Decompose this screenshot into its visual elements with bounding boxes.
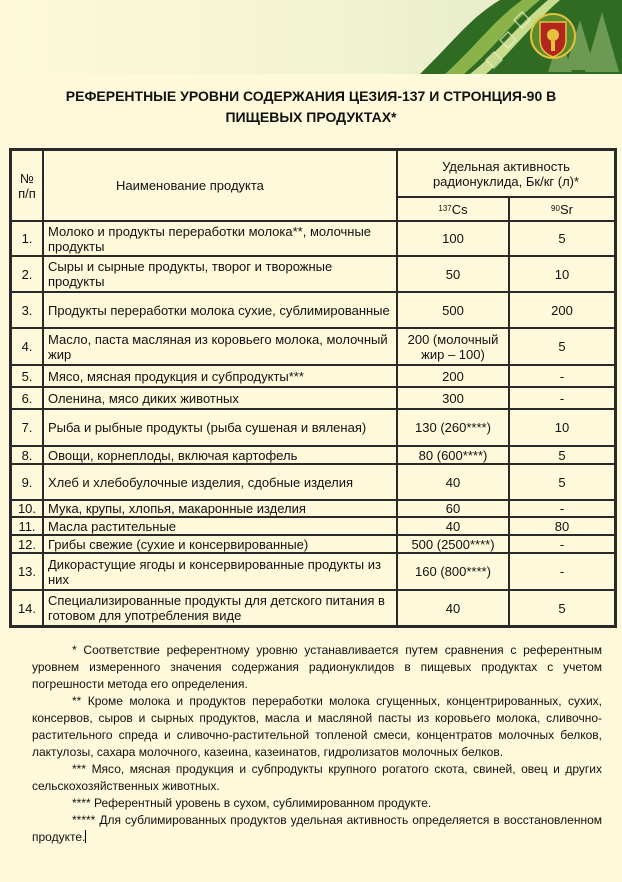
table-row: [11, 535, 615, 553]
cs-value: 300: [397, 387, 509, 409]
row-number: 4.: [11, 328, 43, 365]
cs-value: 50: [397, 256, 509, 292]
row-number: 2.: [11, 256, 43, 292]
table-row: [11, 365, 615, 387]
header-cs137: [397, 197, 509, 221]
cs-value: 500 (2500****): [397, 535, 509, 553]
footnote-5-text: ***** Для сублимированных продуктов удельная активность определяется в восстановленном продукте.: [32, 813, 602, 844]
product-name: Молоко и продукты переработки молока**, молочные продукты: [43, 221, 397, 256]
sr-value: 5: [509, 221, 615, 256]
cs-value: 200: [397, 365, 509, 387]
cs-value: 80 (600****): [397, 446, 509, 464]
table-row: [11, 517, 615, 535]
row-number: 11.: [11, 517, 43, 535]
title-line-2: ПИЩЕВЫХ ПРОДУКТАХ*: [225, 109, 397, 125]
text-cursor: [85, 830, 86, 843]
header-product-name: Наименование продукта: [43, 150, 397, 221]
sr-value: 10: [509, 409, 615, 446]
table-row: [11, 590, 615, 626]
product-name: Овощи, корнеплоды, включая картофель: [43, 446, 397, 464]
page-title: [20, 86, 602, 128]
table-row: [11, 221, 615, 256]
product-name: Грибы свежие (сухие и консервированные): [43, 535, 397, 553]
cs-value: 130 (260****): [397, 409, 509, 446]
table-row: [11, 387, 615, 409]
cs-value: 40: [397, 590, 509, 626]
row-number: 8.: [11, 446, 43, 464]
sr-value: -: [509, 500, 615, 517]
product-name: Специализированные продукты для детского питания в готовом для употребления виде: [43, 590, 397, 626]
header-banner: [0, 0, 622, 74]
cs-mass-number: 137: [438, 203, 452, 213]
table-row: [11, 446, 615, 464]
cs-symbol: Cs: [451, 201, 468, 217]
title-line-1: РЕФЕРЕНТНЫЕ УРОВНИ СОДЕРЖАНИЯ ЦЕЗИЯ-137 И СТРОНЦИЯ-90 В: [65, 88, 557, 104]
reference-levels-table: [9, 148, 617, 628]
sr-symbol: Sr: [559, 201, 573, 217]
row-number: 9.: [11, 464, 43, 500]
table-row: [11, 500, 615, 517]
product-name: Сыры и сырные продукты, творог и творожные продукты: [43, 256, 397, 292]
sr-mass-number: 90: [551, 203, 560, 213]
row-number: 12.: [11, 535, 43, 553]
cs-value: 500: [397, 292, 509, 328]
table-row: [11, 328, 615, 365]
product-name: Оленина, мясо диких животных: [43, 387, 397, 409]
header-specific-activity: Удельная активность радионуклида, Бк/кг (л)*: [397, 150, 615, 197]
product-name: Мясо, мясная продукция и субпродукты***: [43, 365, 397, 387]
sr-value: 5: [509, 464, 615, 500]
product-name: Хлеб и хлебобулочные изделия, сдобные изделия: [43, 464, 397, 500]
table-row: [11, 409, 615, 446]
row-number: 14.: [11, 590, 43, 626]
table-row: [11, 292, 615, 328]
cs-value: 100: [397, 221, 509, 256]
table-row: [11, 256, 615, 292]
sr-value: 5: [509, 446, 615, 464]
product-name: Мука, крупы, хлопья, макаронные изделия: [43, 500, 397, 517]
product-name: Продукты переработки молока сухие, сублимированные: [43, 292, 397, 328]
footnote-1: * Соответствие референтному уровню устанавливается путем сравнения с референтным уровнем измеренного значения содержания радионуклидов в пищевых продуктах с учетом погрешности метода его определения.: [32, 643, 602, 691]
row-number: 1.: [11, 221, 43, 256]
product-name: Масла растительные: [43, 517, 397, 535]
sr-value: 5: [509, 328, 615, 365]
cs-value: 60: [397, 500, 509, 517]
row-number: 10.: [11, 500, 43, 517]
header-number: № п/п: [11, 150, 43, 221]
row-number: 7.: [11, 409, 43, 446]
sr-value: 5: [509, 590, 615, 626]
sr-value: 200: [509, 292, 615, 328]
product-name: Рыба и рыбные продукты (рыба сушеная и вяленая): [43, 409, 397, 446]
row-number: 3.: [11, 292, 43, 328]
cs-value: 40: [397, 517, 509, 535]
cs-value: 160 (800****): [397, 553, 509, 590]
footnotes: [32, 642, 602, 846]
header-sr90: [509, 197, 615, 221]
cs-value: 200 (молочный жир – 100): [397, 328, 509, 365]
footnote-4: **** Референтный уровень в сухом, сублимированном продукте.: [72, 796, 432, 810]
row-number: 5.: [11, 365, 43, 387]
sr-value: -: [509, 365, 615, 387]
product-name: Дикорастущие ягоды и консервированные продукты из них: [43, 553, 397, 590]
sr-value: -: [509, 387, 615, 409]
cs-value: 40: [397, 464, 509, 500]
row-number: 6.: [11, 387, 43, 409]
table-row: [11, 464, 615, 500]
table-row: [11, 553, 615, 590]
footnote-5: [32, 812, 602, 846]
footnote-2: ** Кроме молока и продуктов переработки молока сгущенных, концентрированных, сухих, консервов, сыров и сырных продуктов, масла и масляной пасты из коровьего молока, сливочно-растительного спреда и сливочно-растительной топленой смеси, концентратов молочных белков, лактулозы, сахара молочного, казеина, казеинатов, гидролизатов молочных белков.: [32, 694, 602, 759]
sr-value: -: [509, 535, 615, 553]
product-name: Масло, паста масляная из коровьего молока, молочный жир: [43, 328, 397, 365]
row-number: 13.: [11, 553, 43, 590]
sr-value: 10: [509, 256, 615, 292]
sr-value: -: [509, 553, 615, 590]
emblem-icon: [531, 14, 575, 58]
footnote-3: *** Мясо, мясная продукция и субпродукты крупного рогатого скота, свиней, овец и других сельскохозяйственных животных.: [32, 762, 602, 793]
sr-value: 80: [509, 517, 615, 535]
